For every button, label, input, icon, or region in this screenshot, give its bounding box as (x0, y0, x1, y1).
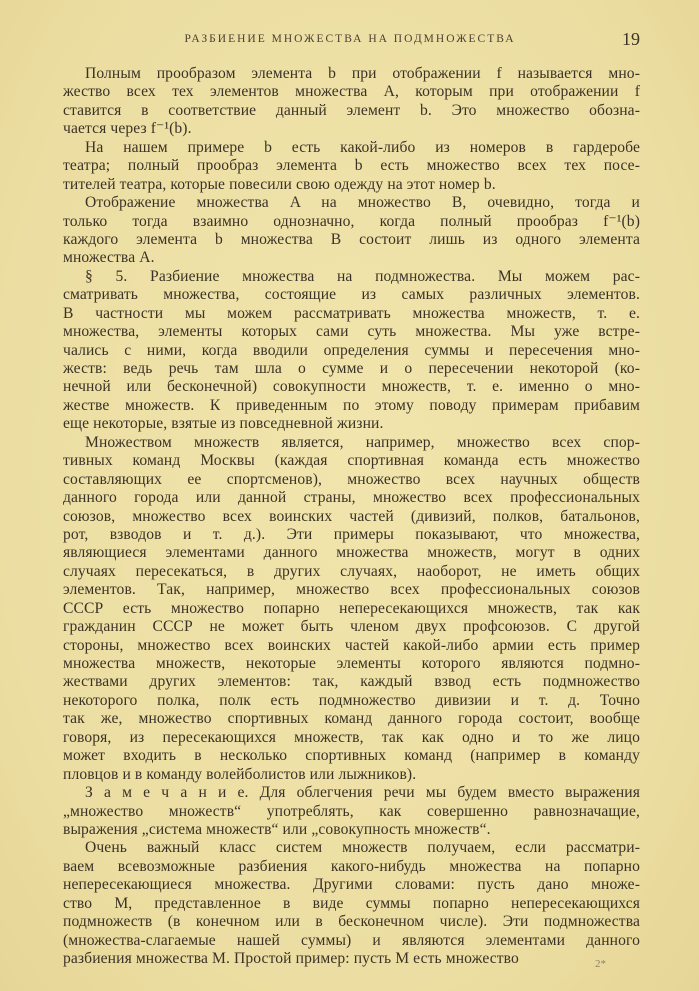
page-body (63, 65, 640, 968)
text-line: § 5. Разбиение множества на подмножества. Мы можем рас- (85, 267, 640, 285)
text-line: множества A. (63, 249, 155, 267)
text-line: еще некоторые, взятые из повседневной жизни. (63, 415, 384, 433)
text-line: случаях пересекаться, в других случаях, наоборот, не иметь общих (63, 562, 640, 580)
text-line: Полным прообразом элемента b при отображении f называется мно- (85, 65, 640, 82)
text-line: тивных команд Москвы (каждая спортивная команда есть множество (63, 452, 640, 470)
text-line: союзов, множество всех воинских частей (дивизий, полков, батальонов, (63, 507, 640, 525)
text-line: множества множеств, некоторые элементы которого являются подмно- (63, 655, 640, 672)
paragraph (63, 434, 640, 784)
text-line: элементов. Так, например, множество всех профессиональных союзов (63, 581, 640, 599)
page-number: 19 (622, 29, 640, 49)
text-line: выражения „система множеств“ или „совокупность множеств“. (63, 820, 491, 838)
text-line: жество всех тех элементов множества A, которым при отображении f (63, 83, 640, 101)
text-line: некоторого полка, полк есть подмножество дивизии и т. д. Точно (63, 691, 640, 709)
text-line: (множества-слагаемые нашей суммы) и являются элементами данного (63, 931, 640, 949)
text-line: „множество множеств“ употреблять, как совершенно равнозначащие, (63, 802, 640, 820)
text-line: пловцов и в команду волейболистов или лыжников). (63, 765, 417, 783)
text-line: составляющих ее спортсменов), множество всех научных обществ (63, 470, 640, 488)
text-line: подмножеств (в конечном или в бесконечном числе). Эти подмножества (63, 913, 640, 931)
text-line: З а м е ч а н и е. Для облегчения речи мы будем вместо выражения (85, 784, 640, 802)
text-line: рот, взводов и т. д.). Эти примеры показывают, что множества, (63, 525, 640, 543)
text-line: жеств: ведь речь там шла о сумме и о пересечении некоторой (ко- (63, 360, 640, 377)
text-line: ство M, представленное в виде суммы попарно непересекающихся (63, 894, 640, 912)
page-header (60, 29, 640, 51)
text-line: тителей театра, которые повесили свою одежду на этот номер b. (63, 175, 496, 193)
text-line: разбиения множества M. Простой пример: пусть M есть множество (63, 950, 519, 967)
text-line: множества, элементы которых сами суть множества. Мы уже встре- (63, 323, 640, 341)
text-line: так же, множество спортивных команд данного города состоит, вообще (63, 710, 640, 728)
text-line: ваем всевозможные разбиения какого-нибудь множества на попарно (63, 857, 640, 875)
text-line: являющиеся элементами данного множества множеств, могут в одних (63, 544, 640, 562)
text-line: непересекающиеся множества. Другими словами: пусть дано множе- (63, 876, 640, 894)
printer-signature: 2* (595, 958, 606, 970)
text-line: нечной или бесконечной) совокупности множеств, т. е. именно о мно- (63, 378, 640, 396)
paragraph (63, 139, 640, 194)
text-line: Очень важный класс систем множеств получаем, если рассматри- (85, 839, 640, 857)
text-line: ставится в соответствие данный элемент b. Это множество обозна- (63, 101, 640, 119)
text-line: только тогда взаимно однозначно, когда полный прообраз f⁻¹(b) (63, 212, 640, 230)
text-line: данного города или данной страны, множество всех профессиональных (63, 489, 640, 507)
text-line: чается через f⁻¹(b). (63, 120, 192, 138)
paragraph (63, 268, 640, 434)
paragraph (63, 784, 640, 839)
text-line: каждого элемента b множества B состоит лишь из одного элемента (63, 230, 640, 248)
paragraph (63, 839, 640, 968)
running-title: РАЗБИЕНИЕ МНОЖЕСТВА НА ПОДМНОЖЕСТВА (184, 33, 516, 45)
text-line: сматривать множества, состоящие из самых различных элементов. (63, 286, 640, 304)
text-line: жестве множеств. К приведенным по этому поводу примерам прибавим (63, 396, 640, 414)
text-line: может входить в несколько спортивных команд (например в команду (63, 747, 640, 765)
text-line: говоря, из пересекающихся множеств, так как одно и то же лицо (63, 728, 640, 746)
text-line: гражданин СССР не может быть членом двух профсоюзов. С другой (63, 618, 640, 636)
text-line: На нашем примере b есть какой-либо из номеров в гардеробе (85, 138, 640, 156)
text-line: СССР есть множество попарно непересекающихся множеств, так как (63, 599, 640, 617)
text-line: театра; полный прообраз элемента b есть множество всех тех посе- (63, 157, 640, 175)
paragraph (63, 65, 640, 139)
paragraph (63, 194, 640, 268)
text-line: В частности мы можем рассматривать множества множеств, т. е. (63, 304, 640, 322)
text-line: Множеством множеств является, например, множество всех спор- (85, 433, 640, 451)
text-line: Отображение множества A на множество B, очевидно, тогда и (85, 194, 640, 212)
text-line: стороны, множество всех воинских частей какой-либо армии есть пример (63, 636, 640, 654)
text-line: жествами других элементов: так, каждый взвод есть подмножество (63, 673, 640, 691)
text-line: чались с ними, когда вводили определения суммы и пересечения мно- (63, 341, 640, 359)
